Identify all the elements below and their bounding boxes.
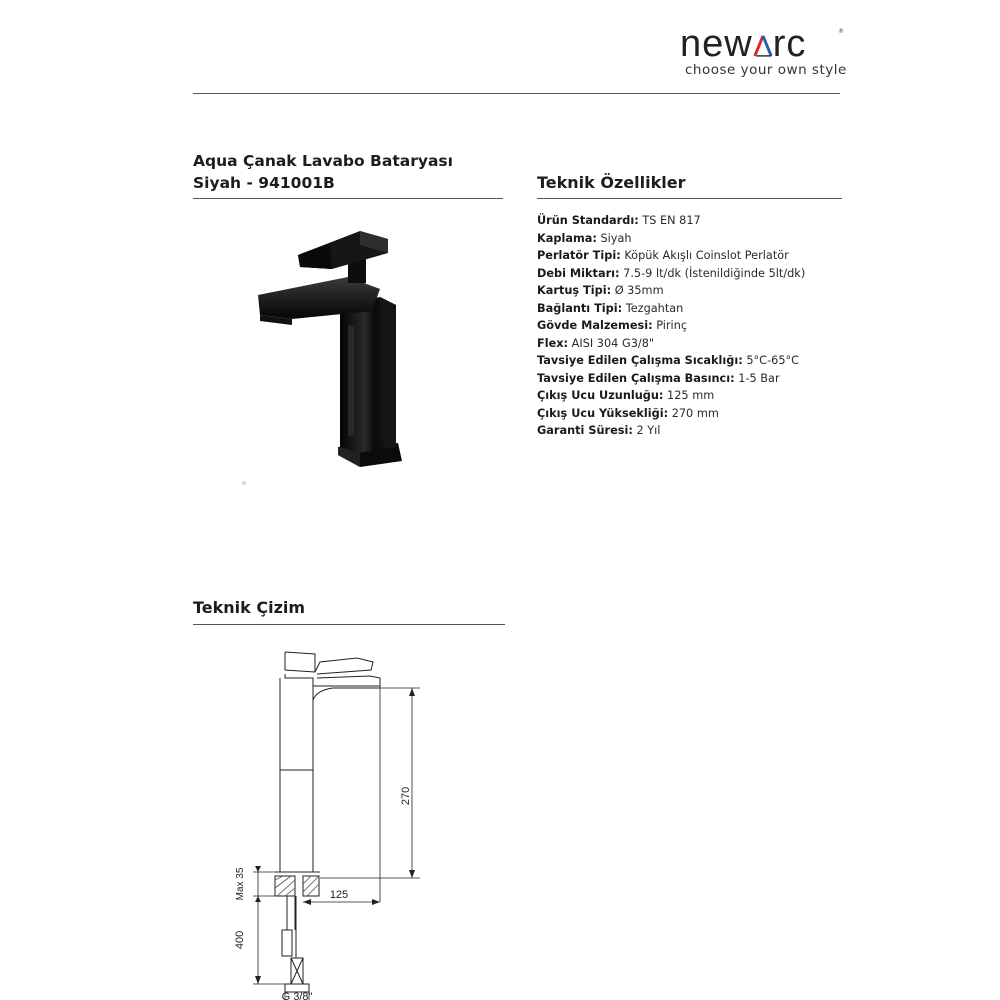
spec-label: Tavsiye Edilen Çalışma Sıcaklığı: xyxy=(537,354,743,367)
header-divider xyxy=(193,93,840,94)
spec-label: Ürün Standardı: xyxy=(537,214,639,227)
spec-row xyxy=(537,212,847,230)
dim-height-label: 270 xyxy=(400,786,412,806)
spec-value: Ø 35mm xyxy=(614,284,664,297)
spec-value: 5°C-65°C xyxy=(746,354,800,367)
spec-label: Perlatör Tipi: xyxy=(537,249,621,262)
spec-value: 270 mm xyxy=(671,406,719,420)
spec-value: 2 Yıl xyxy=(636,424,661,437)
spec-label: Debi Miktarı: xyxy=(537,266,620,280)
spec-label: Kartuş Tipi: xyxy=(537,284,612,297)
logo-wordmark xyxy=(680,22,806,66)
spec-row xyxy=(537,405,847,423)
spec-value: Siyah xyxy=(600,231,632,245)
spec-label: Gövde Malzemesi: xyxy=(537,319,653,332)
spec-label: Çıkış Ucu Uzunluğu: xyxy=(537,389,664,402)
logo-triangle-a-icon xyxy=(753,32,773,58)
specs-heading: Teknik Özellikler xyxy=(537,173,686,192)
spec-value: Pirinç xyxy=(656,319,688,332)
spec-row xyxy=(537,387,847,405)
product-title-divider xyxy=(193,198,503,199)
spec-row xyxy=(537,230,847,248)
dim-thread-label: G 3/8" xyxy=(281,991,313,1000)
faucet-photo xyxy=(230,215,470,505)
spec-label: Garanti Süresi: xyxy=(537,424,633,437)
spec-label: Flex: xyxy=(537,336,569,350)
dim-flex-label: 400 xyxy=(234,930,246,950)
spec-row xyxy=(537,317,847,335)
logo-text-prefix: new xyxy=(680,23,753,65)
dim-max-label: Max 35 xyxy=(235,867,246,901)
drawing-divider xyxy=(193,624,505,625)
spec-row xyxy=(537,265,847,283)
product-title xyxy=(193,150,453,194)
product-title-line2: Siyah - 941001B xyxy=(193,174,335,192)
spec-value: 7.5-9 lt/dk (İstenildiğinde 5lt/dk) xyxy=(623,266,806,280)
dim-reach-label: 125 xyxy=(329,889,349,901)
spec-row xyxy=(537,282,847,300)
spec-row xyxy=(537,370,847,388)
registered-mark-icon: ® xyxy=(838,28,844,35)
technical-drawing xyxy=(225,640,445,1000)
specs-divider xyxy=(537,198,842,199)
spec-value: 1-5 Bar xyxy=(738,371,780,385)
spec-row xyxy=(537,422,847,440)
spec-label: Çıkış Ucu Yüksekliği: xyxy=(537,406,669,420)
spec-row xyxy=(537,335,847,353)
logo-text-suffix: rc xyxy=(772,23,807,65)
spec-label: Bağlantı Tipi: xyxy=(537,301,623,315)
spec-row xyxy=(537,247,847,265)
logo-tagline: choose your own style xyxy=(685,62,847,78)
spec-label: Tavsiye Edilen Çalışma Basıncı: xyxy=(537,371,735,385)
spec-row xyxy=(537,352,847,370)
spec-value: 125 mm xyxy=(667,389,715,402)
brand-logo xyxy=(680,22,845,82)
spec-value: Tezgahtan xyxy=(625,301,684,315)
spec-value: TS EN 817 xyxy=(642,214,701,227)
spec-label: Kaplama: xyxy=(537,231,597,245)
product-title-line1: Aqua Çanak Lavabo Bataryası xyxy=(193,152,453,170)
spec-value: AISI 304 G3/8" xyxy=(571,336,655,350)
drawing-heading: Teknik Çizim xyxy=(193,598,306,617)
spec-value: Köpük Akışlı Coinslot Perlatör xyxy=(624,249,789,262)
spec-row xyxy=(537,300,847,318)
specs-list xyxy=(537,212,847,440)
